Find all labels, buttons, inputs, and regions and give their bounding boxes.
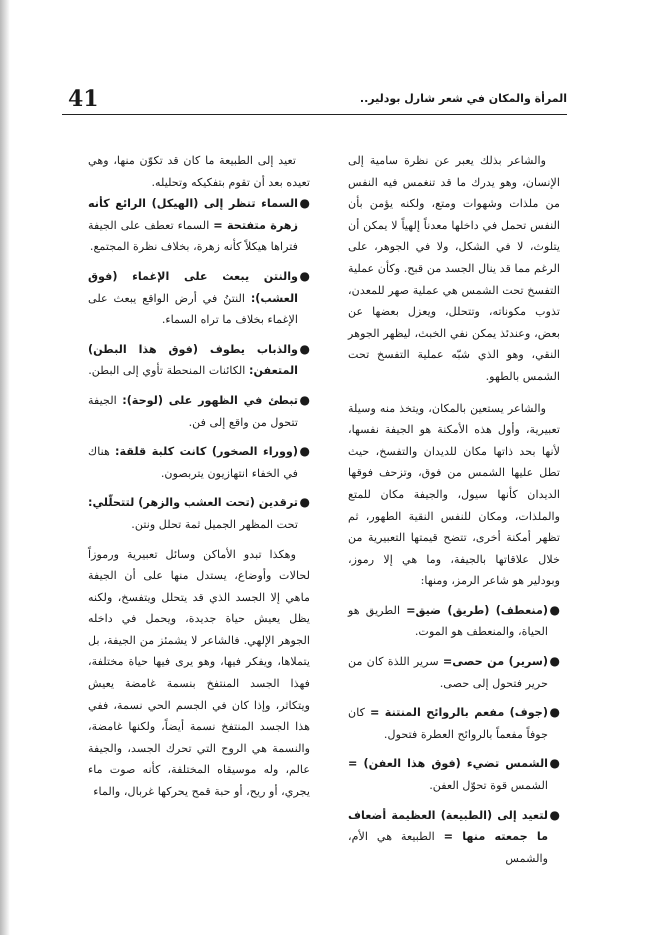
list-item [88, 390, 310, 433]
page-header [62, 84, 567, 112]
bullet-icon: ● [299, 268, 310, 283]
bullet-icon: ● [299, 341, 310, 356]
bullet-icon: ● [549, 602, 560, 617]
item-text: تحت المظهر الجميل ثمة تحلل ونتن. [131, 517, 298, 531]
list-item [88, 492, 310, 535]
item-text: الكائنات المنحطة تأوي إلى البطن. [88, 364, 249, 378]
item-term: لتعيد إلى (الطبيعة) العظيمة أضعاف ما جمعته منها = [348, 808, 549, 844]
bullet-icon: ● [299, 495, 310, 510]
item-term: الشمس تضيء (فوق هذا العفن) = [348, 757, 548, 771]
item-term: (منعطف) (طريق) ضيق= [406, 603, 548, 617]
item-text: الجيفة تتحول من واقع إلى فن. [88, 393, 298, 429]
item-text: الطبيعة هي الأم، والشمس [348, 830, 548, 865]
bullet-icon: ● [299, 444, 310, 459]
list-item [348, 805, 560, 870]
bullet-icon: ● [549, 756, 560, 771]
item-text: هناك في الخفاء انتهازيون يتربصون. [88, 445, 298, 480]
paragraph: وهكذا تبدو الأماكن وسائل تعبيرية ورموزاً لحالات وأوضاع، يستدل منها على أن الجيفة ماهي إلا الجسد الذي قد يتحلل ويتفسخ، ولكنه يظل يعيش حياة جديدة، ويحمل في داخله الجوهر الإلهي. فالشاعر لا يشمئز من الجيفة، بل يتملاها، ويفكر فيها، وهو يرى فيها حياة مختلفة، فهذا الجسد المنتفخ بنسمة غامضة يعيش ويتكاثر، وإذا كان في الجسم الحي نسمة، ففي هذا الجسد المنتفخ نسمة أيضاً، ولكنها غامضة، والنسمة هي الروح التي تحرك الجسد، والجيفة عالم، وله موسيقاه المختلفة، كأنه صوت ماء يجري، أو ريح، أو حبة قمح يحركها غربال، والماء [88, 547, 310, 799]
item-term: تبطئ في الظهور على (لوحة): [122, 393, 298, 407]
item-text: النتنُ في أرض الواقع يبعث على الإغماء بخلاف ما تراه السماء. [88, 291, 298, 327]
paragraph: والشاعر بذلك يعبر عن نظرة سامية إلى الإنسان، وهو يدرك ما قد تنغمس فيه النفس من ملذات وشهوات ومتع، ولكنه يؤمن بأن النفس تحمل في داخلها معدناً إلهياً لا يمكن أن يتلوث، لا في الشكل، ولا في الجوهر، على الرغم مما قد ينال الجسد من قبح. وكأن عملية التفسخ تحت الشمس هي عملية صهر للمعدن، تذوب مكوناته، وتتحلل، ويعزل بعضها عن بعض، وعندئذ يمكن نفي الخبث، ليظهر الجوهر النقي، وهو الذي شبّه عملية التفسخ تحت الشمس بالطهو. [348, 154, 560, 383]
paragraph: تعيد إلى الطبيعة ما كان قد تكوّن منها، وهي تعيده بعد أن تقوم بتفكيكه وتحليله. [88, 154, 310, 189]
item-text: سرير اللذة كان من حرير فتحول إلى حصى. [348, 655, 548, 690]
list-item [348, 600, 560, 643]
right-column [348, 150, 560, 877]
left-column [88, 150, 310, 803]
header-rule [62, 114, 567, 115]
list-item [348, 651, 560, 694]
list-item [348, 702, 560, 745]
paragraph: والشاعر يستعين بالمكان، ويتخذ منه وسيلة تعبيرية، وأول هذه الأمكنة هو الجيفة نفسها، لأنها بحد ذاتها مكان للديدان والتفسخ، حيث تطل عليها الشمس من فوق، وتزحف فوقها الديدان كأنها سيول، والجيفة مكان للمتع والملذات، ومكان للنفس النقية الطهور، ثم تظهر أمكنة أخرى، تتضح قيمتها التعبيرية من خلال علاقاتها بالجيفة، وما هي إلا رموز، وبودلير هو شاعر الرمز، ومنها: [348, 401, 560, 588]
list-item [88, 339, 310, 382]
bullet-icon: ● [549, 807, 560, 822]
item-term: ترقدين (تحت العشب والزهر) لتتحلّلي: [88, 496, 298, 510]
list-item [88, 441, 310, 484]
page-number: 41 [68, 86, 99, 112]
running-title: المرأة والمكان في شعر شارل بودلير.. [359, 92, 567, 105]
item-term: والنتن يبعث على الإغماء (فوق العشب): [88, 269, 298, 305]
page-edge-shadow [0, 0, 10, 935]
item-term: والذباب يطوف (فوق هذا البطن) المتعفن: [88, 342, 298, 378]
item-term: (جوف) مفعم بالروائح المنتنة = [370, 706, 548, 720]
item-text: الطريق هو الحياة، والمنعطف هو الموت. [348, 603, 548, 639]
bullet-icon: ● [549, 705, 560, 720]
item-text: الشمس قوة تحوّل العفن. [429, 779, 548, 793]
bullet-icon: ● [549, 654, 560, 669]
list-item [88, 266, 310, 331]
item-text: السماء تعطف على الجيفة فتراها هيكلاً كأنه زهرة، بخلاف نظرة المجتمع. [88, 218, 298, 254]
bullet-icon: ● [299, 392, 310, 407]
bullet-icon: ● [299, 196, 310, 211]
item-term: السماء تنظر إلى (الهيكل) الرائع كأنه زهرة متفتحة = [88, 197, 298, 232]
item-term: (سرير) من حصى= [442, 655, 548, 669]
list-item [348, 753, 560, 796]
list-item [88, 193, 310, 258]
item-text: كان جوفاً مفعماً بالروائح العطرة فتحول. [348, 706, 548, 741]
item-term: (ووراء الصخور) كانت كلبة قلقة: [115, 445, 298, 459]
